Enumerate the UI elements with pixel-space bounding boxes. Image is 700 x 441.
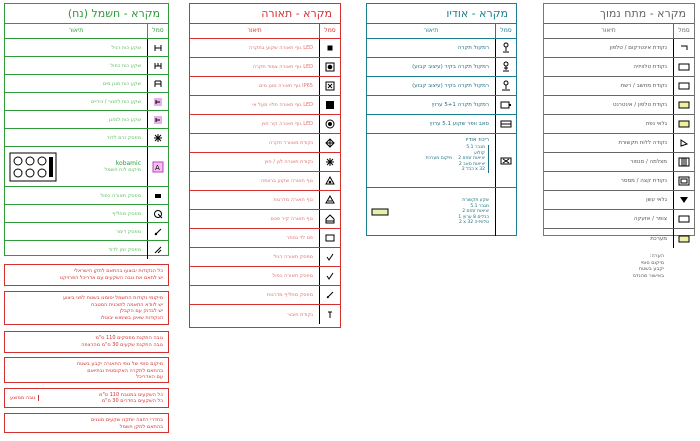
- wall-speaker-alt-icon: [495, 77, 516, 95]
- comm-outlet-icon: [371, 208, 389, 216]
- note-line: בחדרי רחצה יותקנו שקעים מוגנים: [90, 417, 163, 423]
- legend-row: [5, 205, 168, 223]
- legend-row: [5, 129, 168, 147]
- legend-row: [5, 57, 168, 75]
- legend-row: [5, 187, 168, 205]
- row-description: גוף תאורה קיר פנים: [270, 216, 313, 222]
- row-description: מפסק זרם לדוד: [106, 134, 141, 141]
- audio-hub-side: מיקום מערכת: [425, 156, 453, 161]
- legend-row: [190, 267, 340, 286]
- lighting-legend-title: מקרא - תאורה: [190, 4, 340, 24]
- legend-row: [367, 115, 516, 134]
- legend-row: [190, 77, 340, 96]
- siren-icon: [673, 210, 694, 228]
- legend-row: [367, 96, 516, 115]
- electrical-legend-header: [5, 24, 168, 39]
- legend-row: [190, 39, 340, 58]
- wall-indoor-light-icon: [319, 210, 340, 228]
- header-symbol: סמל: [147, 24, 168, 38]
- junction-point-icon: [319, 305, 340, 324]
- legend-row: [367, 39, 516, 58]
- tv-outlet-icon: [673, 58, 694, 76]
- legend-row: [190, 153, 340, 172]
- led-strip-icon: [319, 229, 340, 247]
- note-line: מיקומי נקודות החשמל יסומנו בשטח לפני ביצוע: [62, 295, 163, 301]
- audio-hub-line: קולוע: [473, 150, 485, 156]
- audio-hub-line: מגבר 5.1: [466, 145, 485, 150]
- floor-light-icon: [319, 172, 340, 190]
- double-switch-icon: [319, 267, 340, 285]
- row-description: שקע כוח רגיל: [111, 44, 141, 51]
- row-description: פס לד נסתר: [286, 235, 313, 241]
- low-voltage-legend-title: מקרא - מתח נמוך: [544, 4, 694, 24]
- legend-row: [190, 229, 340, 248]
- row-description: נקודת תאורה לגן / חוץ: [264, 159, 313, 165]
- legend-row: [544, 229, 694, 248]
- audio-legend-title: מקרא - אודיו: [367, 4, 516, 24]
- header-symbol: סמל: [495, 24, 516, 38]
- socket-icon: [147, 39, 168, 56]
- audio-hub-title: ריכוז אודיו: [465, 137, 489, 143]
- electrical-legend-title: מקרא - חשמל (נח): [5, 4, 168, 24]
- row-description: גוף תאורה צמוד תקרה LED: [252, 64, 313, 70]
- row-description: מפסק זמן לדוד: [108, 247, 141, 253]
- stair-light-icon: [319, 191, 340, 209]
- side-note-line: באישור מהנדס: [632, 272, 664, 279]
- comm-line: מגבר 5.1: [470, 203, 489, 209]
- row-description: רמקול תקרה בקיר (עיצוב קבוע): [412, 83, 489, 89]
- heater-switch-icon: [147, 129, 168, 146]
- timer-switch-icon: [147, 241, 168, 259]
- legend-row-comm: [367, 188, 516, 236]
- row-description: מפסק תאורה כפול: [100, 192, 141, 199]
- side-note-line: יקבע בשטח: [638, 266, 664, 272]
- row-description: מפסק תאורה רגיל: [273, 254, 313, 260]
- row-description: נקודת קצה / ממסר: [620, 178, 667, 184]
- legend-row: [190, 58, 340, 77]
- recessed-light-icon: [319, 39, 340, 57]
- note-line: יש לוודא התאמה לתוכנית המטבח: [91, 301, 163, 308]
- panel-note: מיקום לוח חשמל: [104, 166, 141, 173]
- empty-symbol: [495, 188, 516, 236]
- legend-row-panel: [5, 147, 168, 187]
- row-description: נקודת חיבור: [287, 311, 313, 318]
- electrical-legend: [4, 3, 169, 256]
- legend-row: [544, 96, 694, 115]
- stair-switch-icon: [319, 286, 340, 304]
- row-description: נקודת טלפון / אינטרנט: [613, 102, 667, 108]
- smoke-detector-icon: [673, 191, 694, 209]
- note-line: גובה התקנת מפסקים 110 ס"מ: [95, 335, 163, 341]
- row-description: גוף תאורה קיר חוץ LED: [261, 121, 313, 127]
- legend-row: [5, 75, 168, 93]
- legend-row: [367, 58, 516, 77]
- legend-row: [544, 58, 694, 77]
- audio-hub-icon: [495, 134, 516, 187]
- row-description: גלאי עשן: [646, 197, 667, 203]
- audio-hub-line: 2 יציאות זמזם: [458, 156, 485, 161]
- legend-row: [5, 39, 168, 57]
- ac-socket-icon: [147, 111, 168, 128]
- changeover-switch-icon: [147, 205, 168, 222]
- low-voltage-legend: [543, 3, 695, 242]
- oven-socket-icon: [147, 93, 168, 110]
- legend-row: [544, 172, 694, 191]
- row-description: נקודת טלוויזיה: [633, 64, 667, 70]
- row-description: שקע כוח לתנור / כיריים: [91, 98, 141, 105]
- comm-line: 2 יציאות זמזם: [462, 209, 489, 215]
- comm-line: 1 כבלים 8 ערוץ: [458, 214, 489, 220]
- lighting-legend-header: [190, 24, 340, 39]
- note-line: בהתאם לתקן חשמל: [119, 423, 163, 430]
- row-description: גוף תאורה שקוע ברצפה: [260, 178, 313, 184]
- subwoofer-icon: [495, 115, 516, 133]
- legend-row: [5, 241, 168, 259]
- audio-legend: [366, 3, 517, 236]
- row-description: נקודת מחשב / רשת: [620, 83, 667, 89]
- note-box: [4, 357, 169, 383]
- legend-row: [544, 77, 694, 96]
- audio-legend-header: [367, 24, 516, 39]
- header-symbol: סמל: [319, 24, 340, 38]
- wall-light-icon: [319, 115, 340, 133]
- row-description: גוף תאורה מדרגות: [273, 197, 313, 203]
- legend-row: [190, 248, 340, 267]
- legend-row: [190, 172, 340, 191]
- header-description: תיאור: [68, 27, 84, 34]
- row-description: רמקול תקרה: [457, 45, 489, 51]
- row-description: שקע כוח מוגן מים: [102, 80, 141, 87]
- low-voltage-side-note: [614, 253, 664, 279]
- legend-row: [544, 210, 694, 229]
- legend-row: [544, 191, 694, 210]
- row-description: רמקול תקרה 5+1 ערוץ: [431, 102, 489, 108]
- header-description: תיאור: [247, 27, 262, 34]
- legend-row: [190, 210, 340, 229]
- double-switch-icon: [147, 187, 168, 204]
- row-description: צופר / אזעקה: [633, 216, 667, 222]
- legend-row: [190, 305, 340, 324]
- phone-outlet-icon: [673, 96, 694, 114]
- svg-text:A: A: [155, 163, 160, 172]
- relay-point-icon: [673, 172, 694, 190]
- note-line: יש לבדוק עם הקבלן: [119, 308, 163, 314]
- panel-brand: kobamic: [115, 159, 141, 167]
- note-box: [4, 291, 169, 325]
- note-side-label: גובה ממוצע: [10, 395, 39, 402]
- row-description: מפסק תאורה כפול: [272, 273, 313, 279]
- note-line: בהתאם לתקרה האקוסטית ובתיאום: [87, 367, 163, 374]
- legend-row: [5, 93, 168, 111]
- double-socket-icon: [147, 57, 168, 74]
- legend-row: [190, 191, 340, 210]
- header-description: תיאור: [601, 27, 616, 34]
- waterproof-light-icon: [319, 77, 340, 95]
- comm-panel-icon: [673, 134, 694, 152]
- fan-icon: [319, 134, 340, 152]
- audio-hub-line: 2 יציאות סאב: [458, 161, 485, 167]
- dimmer-icon: [147, 223, 168, 240]
- low-voltage-legend-header: [544, 24, 694, 39]
- legend-row: [190, 96, 340, 115]
- note-line: יש לתאם את גובה השקעים עם אדריכל הפרויקט: [59, 274, 163, 281]
- side-note-line: הערה:: [649, 253, 664, 259]
- row-description: נקודת אינטרקום / טלפון: [609, 45, 667, 51]
- motion-detector-icon: [673, 115, 694, 133]
- legend-row: [190, 115, 340, 134]
- row-description: נקודה ללוח תקשורת: [618, 140, 667, 146]
- row-description: גוף תאורה מוגן מים IP65: [259, 83, 313, 89]
- note-line: גובה התקנת שקעים 30 ס"מ מהרצפה: [81, 341, 163, 348]
- legend-row: [367, 77, 516, 96]
- lighting-legend: [189, 3, 341, 328]
- row-description: נקודת מאוורר תקרה: [268, 140, 313, 146]
- legend-row: [5, 223, 168, 241]
- row-description: מפסק מחליף: [112, 210, 141, 217]
- ceiling-light-icon: [319, 58, 340, 76]
- side-note-line: מיקום סופי: [640, 259, 664, 266]
- comm-line: 2 x 32 טלוויזיה: [459, 220, 489, 226]
- note-line: עם האדריכל: [136, 374, 163, 380]
- legend-row-audio-hub: [367, 134, 516, 188]
- legend-row: [190, 134, 340, 153]
- note-box: [4, 388, 169, 408]
- row-description: גוף תאורה שקוע בתקרה LED: [248, 45, 313, 51]
- legend-row: [190, 286, 340, 305]
- row-description: מפסק דימר: [116, 228, 141, 235]
- note-line: כל השקעים במטבח 110 ס"מ: [99, 391, 163, 398]
- garden-light-icon: [319, 153, 340, 171]
- row-description: מערכת: [650, 235, 667, 242]
- row-description: שקע כוח למזגן: [108, 116, 141, 123]
- intercom-icon: [673, 39, 694, 57]
- ceiling-speaker-icon: [495, 39, 516, 57]
- camera-icon: [673, 153, 694, 171]
- legend-row: [544, 39, 694, 58]
- row-description: סאב וופר שקוע 5.1 ערוץ: [429, 121, 489, 127]
- row-description: מצלמה / סנסור: [630, 159, 667, 165]
- header-symbol: סמל: [673, 24, 694, 38]
- network-outlet-icon: [673, 77, 694, 95]
- panel-board-icon: [9, 152, 57, 182]
- switch-icon: [319, 248, 340, 266]
- note-box: [4, 331, 169, 353]
- note-line: מיקום סופי של גופי התאורה יקבע בשטח: [76, 361, 163, 367]
- legend-row: [544, 153, 694, 172]
- audio-hub-line: כבל 2 x 32: [461, 167, 485, 172]
- surround-speaker-icon: [495, 96, 516, 114]
- row-description: שקע כוח כפול: [110, 62, 141, 69]
- note-box: [4, 413, 169, 433]
- waterproof-socket-icon: [147, 75, 168, 92]
- row-description: מפסק מחליף מדרגות: [267, 292, 313, 298]
- legend-row: [544, 134, 694, 153]
- row-description: גלאי נפח: [645, 121, 667, 127]
- note-line: כל השקעים בחדרים 30 ס"מ: [101, 398, 163, 404]
- note-line: כל הנקודות יבוצעו בהתאם לתקן הישראלי: [73, 268, 163, 274]
- panel-symbol-icon: [147, 147, 168, 186]
- system-icon: [673, 229, 694, 248]
- row-description: גוף תאורה תלוי מעל אי LED: [252, 102, 313, 108]
- comm-title: שקע תקשורת: [462, 198, 489, 204]
- row-description: רמקול תקרה בקיר (עיצוב קבוע): [412, 64, 489, 70]
- header-description: תיאור: [423, 27, 439, 34]
- note-box: [4, 264, 169, 286]
- legend-row: [5, 111, 168, 129]
- legend-row: [544, 115, 694, 134]
- note-line: הנקודות שאינן בשימוש יבוטלו: [100, 314, 163, 321]
- wall-speaker-icon: [495, 58, 516, 76]
- pendant-light-icon: [319, 96, 340, 114]
